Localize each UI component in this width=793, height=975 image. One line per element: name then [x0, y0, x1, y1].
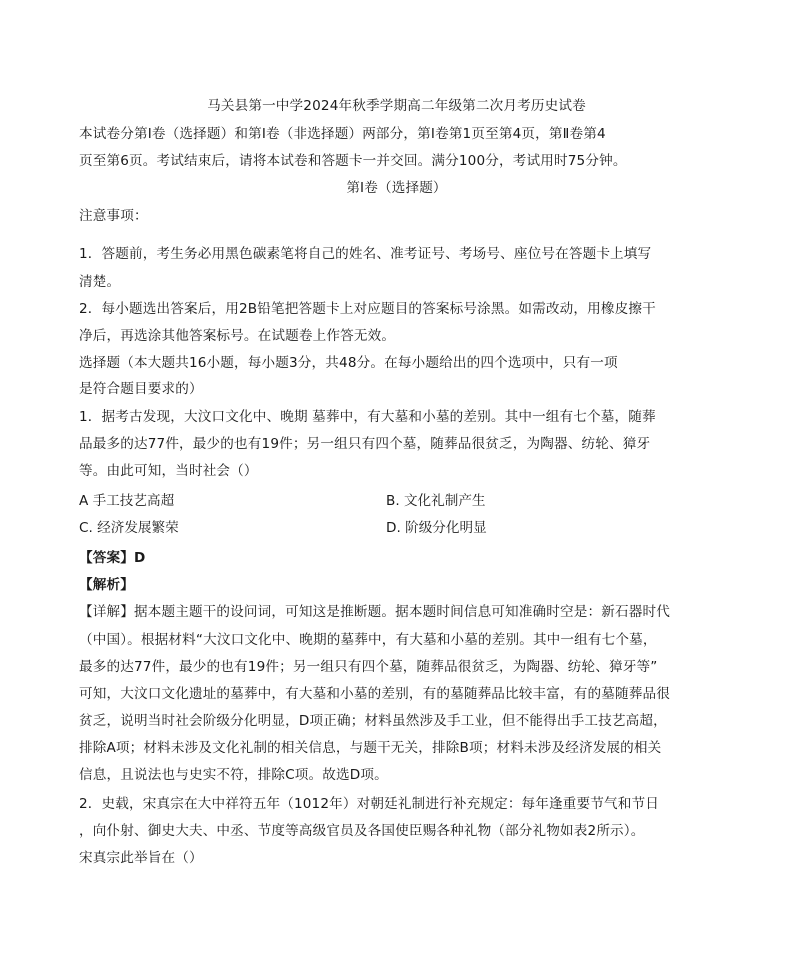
question-2-stem: 宋真宗此举旨在（）	[79, 850, 203, 866]
analysis-line: 信息，且说法也与史实不符，排除C项。故选D项。	[79, 767, 388, 783]
intro-line: 本试卷分第Ⅰ卷（选择题）和第Ⅰ卷（非选择题）两部分，第Ⅰ卷第1页至第4页，第Ⅱ卷第4	[79, 126, 606, 142]
exam-title: 马关县第一中学2024年秋季学期高二年级第二次月考历史试卷	[207, 98, 586, 114]
question-1-stem: 等。由此可知，当时社会（）	[79, 463, 258, 479]
intro-line: 页至第6页。考试结束后，请将本试卷和答题卡一并交回。满分100分，考试用时75分钟。	[79, 153, 627, 169]
option-d: D. 阶级分化明显	[386, 520, 487, 536]
analysis-line: （中国）。根据材料“大汶口文化中、晚期的墓葬中，有大墓和小墓的差别。其中一组有七个墓，	[79, 632, 657, 648]
notice-heading: 注意事项：	[79, 208, 148, 224]
notice-line: 1．答题前，考生务必用黑色碳素笔将自己的姓名、准考证号、考场号、座位号在答题卡上填写	[79, 246, 652, 262]
question-1-stem: 品最多的达77件，最少的也有19件；另一组只有四个墓，随葬品很贫乏，为陶器、纺轮、獐牙	[79, 436, 651, 452]
analysis-line: 贫乏，说明当时社会阶级分化明显，D项正确；材料虽然涉及手工业，但不能得出手工技艺高超，	[79, 713, 667, 729]
notice-line: 清楚。	[79, 274, 121, 290]
instructions-line: 选择题（本大题共16小题，每小题3分，共48分。在每小题给出的四个选项中，只有一项	[79, 355, 618, 371]
instructions-line: 是符合题目要求的）	[79, 381, 203, 397]
question-2-stem: 2．史载，宋真宗在大中祥符五年（1012年）对朝廷礼制进行补充规定：每年逢重要节气和节日	[79, 796, 659, 812]
analysis-line: 【详解】据本题主题干的设问词，可知这是推断题。据本题时间信息可知准确时空是：新石器时代	[79, 604, 670, 620]
notice-line: 净后，再选涂其他答案标号。在试题卷上作答无效。	[79, 328, 396, 344]
section-title: 第Ⅰ卷（选择题）	[346, 180, 447, 196]
analysis-line: 可知，大汶口文化遗址的墓葬中，有大墓和小墓的差别，有的墓随葬品比较丰富，有的墓随葬品很	[79, 686, 670, 702]
question-2-stem: ，向仆射、御史大夫、中丞、节度等高级官员及各国使臣赐各种礼物（部分礼物如表2所示）。	[79, 823, 645, 839]
analysis-line: 最多的达77件，最少的也有19件；另一组只有四个墓，随葬品很贫乏，为陶器、纺轮、獐牙等”	[79, 659, 658, 675]
option-a: A 手工技艺高超	[79, 493, 175, 509]
question-1-stem: 1．据考古发现，大汶口文化中、晚期 墓葬中，有大墓和小墓的差别。其中一组有七个墓，随葬	[79, 409, 656, 425]
option-b: B. 文化礼制产生	[386, 493, 486, 509]
notice-line: 2．每小题选出答案后，用2B铅笔把答题卡上对应题目的答案标号涂黑。如需改动，用橡皮擦干	[79, 301, 656, 317]
analysis-heading: 【解析】	[79, 577, 134, 593]
analysis-line: 排除A项；材料未涉及文化礼制的相关信息，与题干无关，排除B项；材料未涉及经济发展的相关	[79, 740, 662, 756]
option-c: C. 经济发展繁荣	[79, 520, 179, 536]
answer-label: 【答案】D	[79, 550, 146, 566]
